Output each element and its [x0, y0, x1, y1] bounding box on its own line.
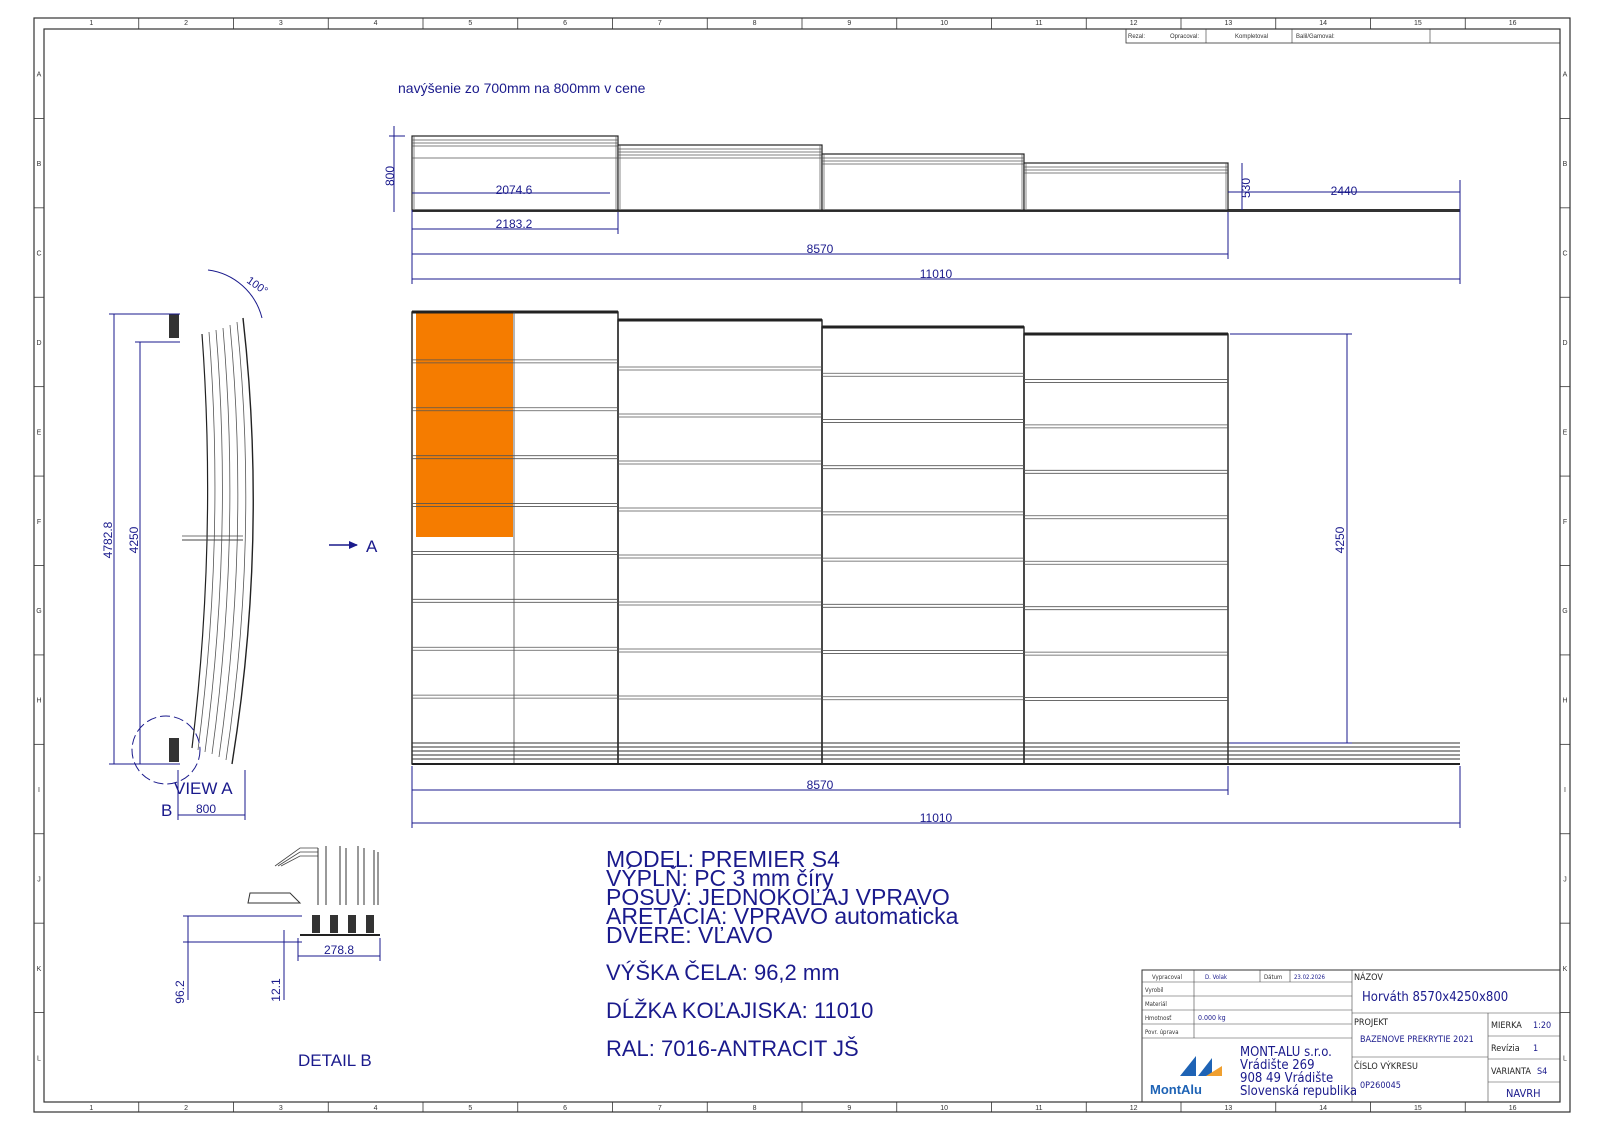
detail-b	[173, 846, 380, 1070]
frame-row-D: D	[1562, 339, 1568, 347]
frame-col-16: 16	[1508, 1105, 1517, 1112]
frame-row-G: G	[1562, 608, 1568, 616]
dim-seg2: 2183.2	[495, 217, 533, 231]
tb-navrh: NAVRH	[1506, 1087, 1541, 1100]
frame-row-E: E	[1562, 429, 1568, 437]
frame-row-A: A	[1562, 71, 1568, 79]
frame-row-K: K	[1562, 965, 1568, 973]
dim-extension: 2440	[1330, 184, 1358, 198]
frame-row-I: I	[38, 787, 40, 795]
dim-side-total: 11010	[919, 267, 953, 281]
tb-datum-value: 23.02.2026	[1294, 974, 1325, 981]
frame-row-J: J	[1563, 876, 1567, 884]
end-view	[101, 270, 378, 820]
frame-col-6: 6	[563, 1105, 568, 1112]
dim-inner-height: 4250	[127, 526, 141, 554]
frame-col-15: 15	[1413, 1105, 1422, 1112]
top-note: navýšenie zo 700mm na 800mm v cene	[398, 80, 646, 96]
frame-col-9: 9	[847, 1105, 852, 1112]
spec-front-height: VÝŠKA ČELA: 96,2 mm	[606, 960, 840, 985]
spec-ral: RAL: 7016-ANTRACIT JŠ	[606, 1036, 859, 1061]
tb-revizia-label: Revízia	[1491, 1044, 1520, 1054]
strip-label-opracoval: Opracoval:	[1170, 34, 1200, 40]
frame-col-12: 12	[1129, 1105, 1138, 1112]
tb-cislo-value: 0P260045	[1360, 1081, 1401, 1091]
frame-row-E: E	[36, 429, 42, 437]
company-line1: MONT-ALU s.r.o.	[1240, 1045, 1332, 1060]
tb-mierka-value: 1:20	[1533, 1021, 1552, 1031]
frame-col-2: 2	[184, 20, 189, 27]
dim-small-height: 530	[1239, 177, 1253, 199]
dim-outer-height: 4782.8	[101, 521, 115, 559]
frame-col-2: 2	[184, 1105, 189, 1112]
tb-povr-label: Povr. úprava	[1145, 1029, 1179, 1036]
frame-row-C: C	[1562, 250, 1568, 258]
frame-row-L: L	[1563, 1055, 1567, 1063]
detail-marker: B	[161, 801, 173, 820]
frame-col-11: 11	[1035, 20, 1043, 27]
tb-vypracoval-value: D. Volak	[1205, 974, 1228, 981]
strip-label-rezal: Rezal:	[1128, 34, 1146, 40]
strip-label-balil: Balil/Gamoval:	[1296, 34, 1335, 40]
dim-plan-total: 11010	[919, 811, 953, 825]
tb-vyrobil-label: Vyrobil	[1145, 987, 1164, 994]
tb-nazov-label: NÁZOV	[1354, 973, 1383, 983]
spec-block	[606, 846, 959, 948]
view-a-arrow-label: A	[366, 537, 378, 556]
montalu-logo	[1150, 1056, 1222, 1097]
view-a-title: VIEW A	[174, 779, 233, 798]
frame-col-13: 13	[1224, 1105, 1233, 1112]
logo-text: MontAlu	[1150, 1082, 1202, 1097]
frame-col-4: 4	[373, 1105, 378, 1112]
frame-col-5: 5	[468, 20, 473, 27]
frame-col-10: 10	[940, 1105, 949, 1112]
frame-col-3: 3	[278, 1105, 283, 1112]
frame-col-15: 15	[1413, 20, 1422, 27]
spec-slide: POSUV: JEDNOKOĽAJ VPRAVO	[606, 884, 950, 910]
frame-row-H: H	[1562, 697, 1568, 705]
tb-material-label: Materiál	[1145, 1001, 1167, 1008]
frame-row-B: B	[36, 161, 42, 169]
frame-col-8: 8	[752, 1105, 757, 1112]
dim-detail-height2: 12.1	[269, 978, 283, 1002]
frame-row-D: D	[36, 339, 42, 347]
tb-vypracoval-label: Vypracoval	[1152, 974, 1182, 981]
company-line3: 908 49 Vrádište	[1240, 1071, 1334, 1086]
frame-row-F: F	[36, 518, 42, 526]
frame-col-11: 11	[1035, 1105, 1043, 1112]
tb-cislo-label: ČÍSLO VÝKRESU	[1354, 1062, 1418, 1072]
spec-door: DVERE: VĽAVO	[606, 922, 774, 948]
tb-projekt-value: BAZENOVE PREKRYTIE 2021	[1360, 1035, 1474, 1045]
top-strip	[1126, 29, 1560, 43]
tb-varianta-value: S4	[1537, 1067, 1548, 1077]
dim-end-width: 800	[195, 802, 217, 816]
frame-col-8: 8	[752, 20, 757, 27]
side-view	[383, 126, 1460, 284]
frame-row-I: I	[1564, 787, 1566, 795]
frame-col-5: 5	[468, 1105, 473, 1112]
tb-hmotnost-value: 0.000 kg	[1198, 1014, 1226, 1022]
frame-row-A: A	[36, 71, 42, 79]
tb-nazov-value: Horváth 8570x4250x800	[1362, 990, 1509, 1005]
angle-label: 100°	[244, 274, 270, 298]
frame-row-C: C	[36, 250, 42, 258]
frame-col-1: 1	[89, 1105, 94, 1112]
frame-row-F: F	[1562, 518, 1568, 526]
company-line4: Slovenská republika	[1240, 1084, 1358, 1099]
frame-col-7: 7	[657, 20, 662, 27]
frame-col-14: 14	[1319, 1105, 1328, 1112]
plan-view	[412, 312, 1460, 828]
frame-col-3: 3	[278, 20, 283, 27]
dim-seg1: 2074.6	[495, 183, 533, 197]
tb-revizia-value: 1	[1533, 1044, 1539, 1054]
frame-col-9: 9	[847, 20, 852, 27]
spec-fill: VÝPLŇ: PC 3 mm číry	[606, 865, 834, 891]
dim-detail-height1: 96.2	[173, 980, 187, 1004]
frame-col-13: 13	[1224, 20, 1233, 27]
frame-row-J: J	[37, 876, 41, 884]
frame-row-L: L	[37, 1055, 41, 1063]
detail-b-title: DETAIL B	[298, 1051, 372, 1070]
spec-model: MODEL: PREMIER S4	[606, 846, 840, 872]
frame-col-12: 12	[1129, 20, 1138, 27]
company-line2: Vrádište 269	[1240, 1058, 1315, 1073]
tb-varianta-label: VARIANTA	[1491, 1067, 1531, 1077]
frame-row-B: B	[1562, 161, 1568, 169]
dim-side-height: 800	[383, 165, 397, 187]
frame-col-7: 7	[657, 1105, 662, 1112]
frame-row-G: G	[36, 608, 42, 616]
frame-col-1: 1	[89, 20, 94, 27]
frame-row-K: K	[36, 965, 42, 973]
title-block	[1142, 970, 1560, 1102]
frame-col-14: 14	[1319, 20, 1328, 27]
dim-plan-length: 8570	[806, 778, 834, 792]
strip-label-kompletoval: Kompletoval	[1235, 34, 1269, 40]
spec-lock: ARETÁCIA: VPRAVO automaticka	[606, 903, 959, 929]
frame-row-H: H	[36, 697, 42, 705]
frame-col-6: 6	[563, 20, 568, 27]
spec-track-length: DĹŽKA KOĽAJISKA: 11010	[606, 998, 874, 1023]
tb-projekt-label: PROJEKT	[1354, 1018, 1388, 1028]
frame-col-10: 10	[940, 20, 949, 27]
tb-mierka-label: MIERKA	[1491, 1021, 1522, 1031]
dim-side-length: 8570	[806, 242, 834, 256]
tb-hmotnost-label: Hmotnosť	[1145, 1015, 1172, 1022]
tb-datum-label: Dátum	[1264, 974, 1283, 981]
frame-col-4: 4	[373, 20, 378, 27]
dim-detail-width: 278.8	[323, 943, 355, 957]
frame-col-16: 16	[1508, 20, 1517, 27]
dim-plan-width: 4250	[1333, 526, 1347, 554]
